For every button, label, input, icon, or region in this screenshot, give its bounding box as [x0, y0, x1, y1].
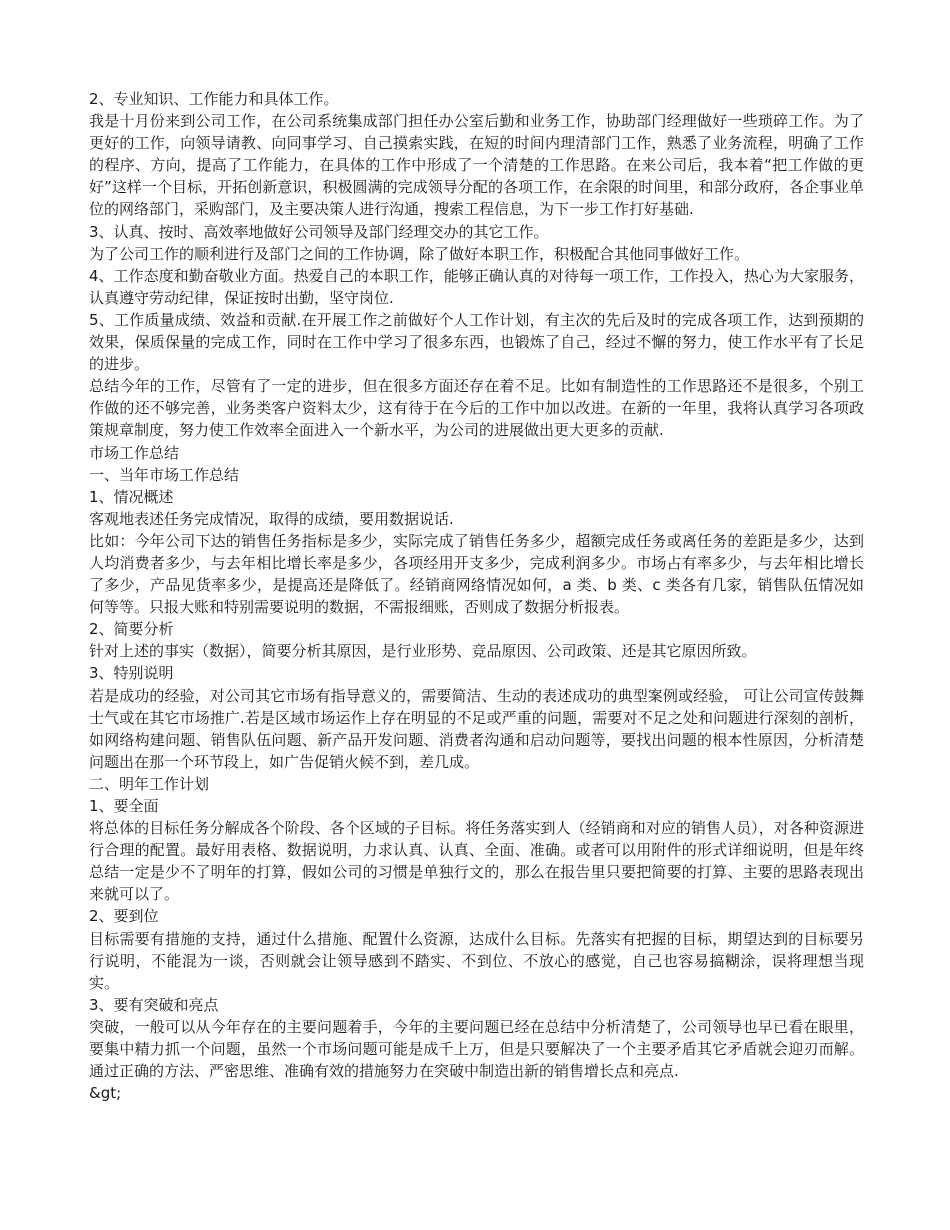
- paragraph-work-attitude: 4、工作态度和勤奋敬业方面。热爱自己的本职工作，能够正确认真的对待每一项工作，工作投入，热心为大家服务，认真遵守劳动纪律，保证按时出勤，坚守岗位.: [89, 266, 864, 307]
- paragraph-brief-analysis: 针对上述的事实（数据），简要分析其原因，是行业形势、竞品原因、公司政策、还是其它原因所致。: [89, 642, 757, 661]
- paragraph-breakthrough: 突破，一般可以从今年存在的主要问题着手，今年的主要问题已经在总结中分析清楚了，公司领导也早已看在眼里，要集中精力抓一个问题，虽然一个市场问题可能是成千上万，但是只要解决了一个主要矛盾其它矛盾就会迎刃而解。通过正确的方法、严密思维、准确有效的措施努力在突破中制造出新的销售增长点和亮点.: [89, 1017, 864, 1081]
- paragraph-cooperation: 为了公司工作的顺利进行及部门之间的工作协调，除了做好本职工作，积极配合其他同事做好工作。: [89, 244, 750, 263]
- document-body: [89, 88, 864, 1104]
- paragraph-overview-example: 比如：今年公司下达的销售任务指标是多少，实际完成了销售任务多少，超额完成任务或离任务的差距是多少，达到人均消费者多少，与去年相比增长率是多少，各项经用开支多少，完成利润多少。市场占有率多少，与去年相比增长了多少，产品见货率多少，是提高还是降低了。经销商网络情况如何，a 类、b 类、c 类各有几家，销售队伍情况如何等等。只报大账和特别需要说明的数据，不需报细账，否则成了数据分析报表。: [89, 531, 864, 617]
- heading-special-notes: 3、特别说明: [89, 664, 174, 683]
- trailing-entity-text: &gt;: [89, 1084, 122, 1103]
- heading-section-two: 二、明年工作计划: [89, 774, 210, 793]
- heading-overview: 1、情况概述: [89, 487, 174, 506]
- paragraph-work-description: 我是十月份来到公司工作，在公司系统集成部门担任办公室后勤和业务工作，协助部门经理做好一些琐碎工作。为了更好的工作，向领导请教、向同事学习、自己摸索实践，在短的时间内理清部门工作，熟悉了业务流程，明确了工作的程序、方向，提高了工作能力，在具体的工作中形成了一个清楚的工作思路。在来公司后，我本着“把工作做的更好”这样一个目标，开拓创新意识，积极圆满的完成领导分配的各项工作，在余限的时间里，和部分政府，各企事业单位的网络部门，采购部门，及主要决策人进行沟通，搜索工程信息，为下一步工作打好基础.: [89, 112, 864, 219]
- paragraph-comprehensive: 将总体的目标任务分解成各个阶段、各个区域的子目标。将任务落实到人（经销商和对应的销售人员），对各种资源进行合理的配置。最好用表格、数据说明，力求认真、认真、全面、准确。或者可以用附件的形式详细说明，但是年终总结一定是少不了明年的打算，假如公司的习惯是单独行文的，那么在报告里只要把简要的打算、主要的思路表现出来就可以了。: [89, 819, 864, 904]
- paragraph-year-summary: 总结今年的工作，尽管有了一定的进步，但在很多方面还存在着不足。比如有制造性的工作思路还不是很多，个别工作做的还不够完善，业务类客户资料太少，这有待于在今后的工作中加以改进。在新的一年里，我将认真学习各项政策规章制度，努力使工作效率全面进入一个新水平，为公司的进展做出更大更多的贡献.: [89, 377, 864, 440]
- heading-market-summary: 市场工作总结: [89, 443, 180, 462]
- paragraph-in-place: 目标需要有措施的支持，通过什么措施、配置什么资源，达成什么目标。先落实有把握的目标，期望达到的目标要另行说明，不能混为一谈，否则就会让领导感到不踏实、不到位、不放心的感觉，自己也容易搞糊涂，误将理想当现实。: [89, 929, 864, 992]
- heading-brief-analysis: 2、简要分析: [89, 620, 174, 639]
- heading-section-one: 一、当年市场工作总结: [89, 465, 240, 484]
- paragraph-overview-intro: 客观地表述任务完成情况，取得的成绩，要用数据说话.: [89, 509, 454, 528]
- heading-professional-knowledge: 2、专业知识、工作能力和具体工作。: [89, 90, 339, 108]
- heading-comprehensive: 1、要全面: [89, 797, 159, 815]
- paragraph-special-notes: 若是成功的经验，对公司其它市场有指导意义的，需要简洁、生动的表述成功的典型案例或经验， 可让公司宣传鼓舞士气或在其它市场推广.若是区域市场运作上存在明显的不足或严重的问题，需要对不足之处和问题进行深刻的剖析，如网络构建问题、销售队伍问题、新产品开发问题、消费者沟通和启动问题等，要找出问题的根本性原因，分析清楚问题出在那一个环节段上，如广告促销火候不到，差几成。: [89, 686, 864, 771]
- paragraph-work-quality: 5、工作质量成绩、效益和贡献.在开展工作之前做好个人工作计划，有主次的先后及时的完成各项工作，达到预期的效果，保质保量的完成工作，同时在工作中学习了很多东西，也锻炼了自己，经过不懈的努力，使工作水平有了长足的进步。: [89, 310, 864, 374]
- heading-breakthrough: 3、要有突破和亮点: [89, 995, 219, 1014]
- heading-in-place: 2、要到位: [89, 907, 159, 926]
- heading-other-assigned-work: 3、认真、按时、高效率地做好公司领导及部门经理交办的其它工作。: [89, 222, 549, 241]
